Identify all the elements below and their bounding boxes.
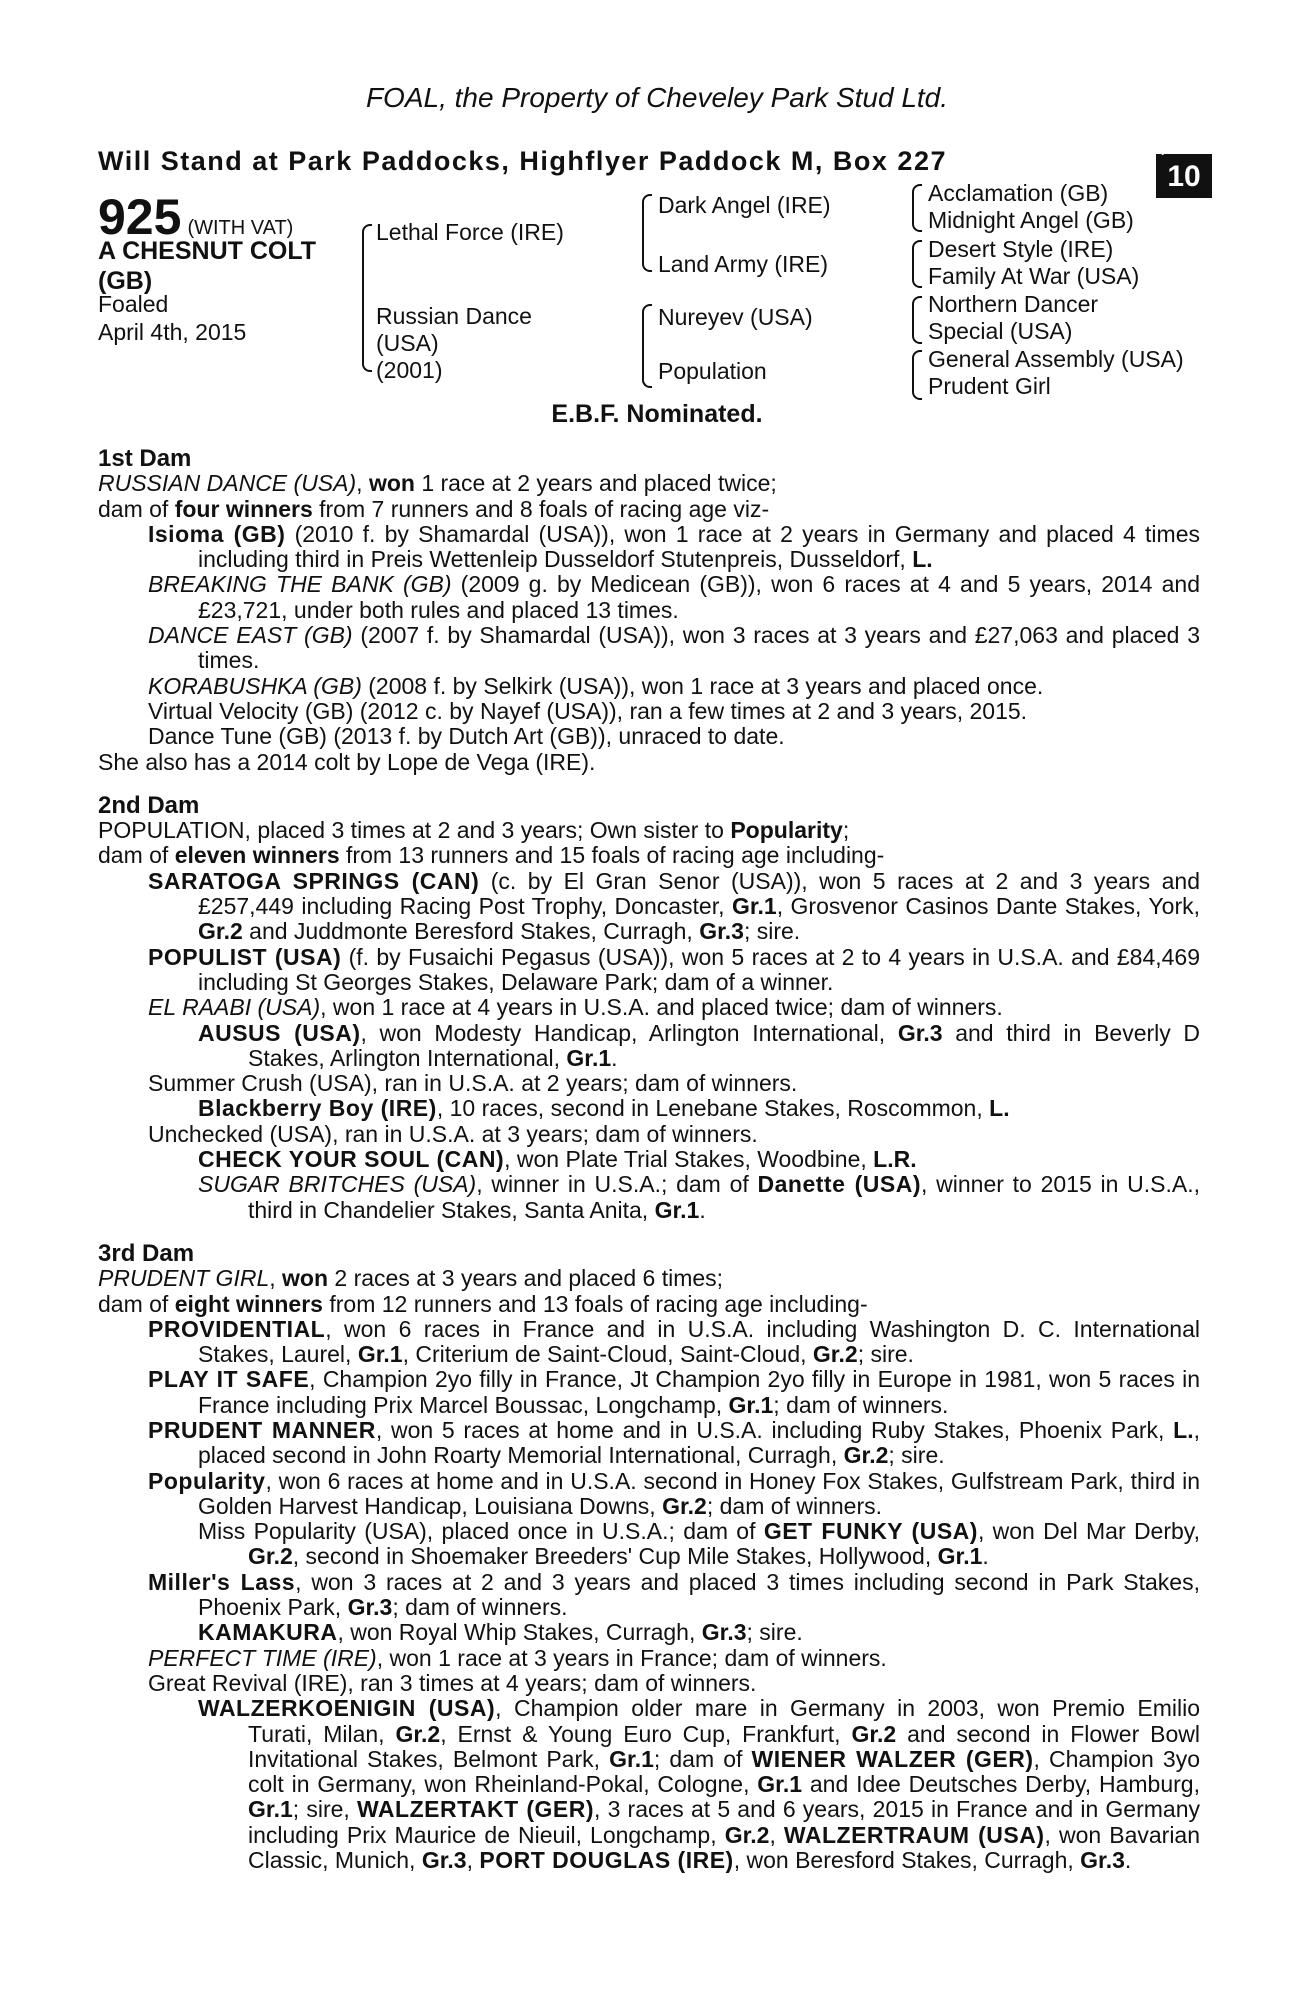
text-run: from 12 runners and 13 foals of racing age including- [322, 1290, 868, 1317]
foaled-date: April 4th, 2015 [98, 319, 247, 345]
text-run: , won Plate Trial Stakes, Woodbine, [504, 1146, 874, 1173]
text-run: Gr.3 [701, 1619, 747, 1646]
text-run: SARATOGA SPRINGS (CAN) [148, 867, 480, 894]
text-run: Gr.1 [728, 1391, 774, 1418]
text-run: Miss Popularity (USA), placed once in U.S.A.; dam of [198, 1518, 764, 1545]
text-run: EL RAABI (USA) [148, 994, 321, 1021]
text-run: , Champion 3yo colt in Germany, won Rheinland-Pokal, Cologne, [248, 1745, 1200, 1798]
brace-sd [912, 240, 922, 288]
brace-ds [912, 296, 922, 344]
text-run: ; sire. [888, 1442, 945, 1469]
produce-entry: Virtual Velocity (GB) (2012 c. by Nayef (USA)), ran a few times at 2 and 3 years, 2015. [148, 697, 1028, 724]
stabling-location: Will Stand at Park Paddocks, Highflyer Paddock M, Box 227 [98, 146, 947, 176]
text-run: KORABUSHKA (GB) [148, 672, 362, 699]
text-run: , winner in U.S.A.; dam of [476, 1171, 758, 1198]
text-run: , won 3 races at 2 and 3 years and placed 3 times including second in Park Stakes, Phoenix Park, [198, 1568, 1200, 1621]
text-run: RUSSIAN DANCE (USA) [98, 470, 357, 497]
produce-entry [98, 1519, 1200, 1570]
text-run: KAMAKURA [198, 1619, 338, 1646]
brace-parents [362, 224, 372, 372]
text-run: POPULATION, placed 3 times at 2 and 3 years; Own sister to [98, 817, 731, 844]
brace-sire [642, 194, 652, 272]
pedigree-ssd: Midnight Angel (GB) [928, 207, 1134, 233]
produce-entry [98, 1418, 1200, 1469]
text-run: DANCE EAST (GB) [148, 622, 353, 649]
text-run: , won 1 race at 3 years in France; dam of winners. [376, 1644, 887, 1671]
produce-entry [98, 1096, 1200, 1121]
text-run: and Idee Deutsches Derby, Hamburg, [802, 1771, 1200, 1798]
text-run: GET FUNKY (USA) [763, 1518, 978, 1545]
text-run: PRUDENT MANNER [148, 1416, 376, 1443]
text-run: , second in Shoemaker Breeders' Cup Mile Stakes, Hollywood, [292, 1543, 938, 1570]
produce-entry [98, 1620, 1200, 1645]
text-run: Gr.1 [731, 893, 777, 920]
first-dam-summary [98, 471, 1200, 496]
text-run: ; dam of [653, 1745, 752, 1772]
consignor-title: FOAL, the Property of Cheveley Park Stud Ltd. [365, 82, 949, 113]
third-dam-produce-summary [98, 1292, 1200, 1317]
text-run: WIENER WALZER (GER) [751, 1745, 1034, 1772]
text-run: ; sire. [743, 918, 801, 945]
text-run: and Juddmonte Beresford Stakes, Curragh, [242, 918, 700, 945]
text-run: Gr.1 [357, 1341, 403, 1368]
text-run: PROVIDENTIAL [148, 1315, 326, 1342]
produce-entry [98, 1469, 1200, 1520]
text-run: PERFECT TIME (IRE) [148, 1644, 377, 1671]
text-run: Gr.2 [843, 1442, 889, 1469]
text-run: , won Royal Whip Stakes, Curragh, [337, 1619, 702, 1646]
pedigree-dam-line1: Russian Dance [376, 303, 532, 329]
pedigree-sire: Lethal Force (IRE) [376, 219, 564, 245]
text-run: L. [989, 1095, 1010, 1122]
text-run: Gr.2 [812, 1341, 858, 1368]
text-run: WALZERTAKT (GER) [356, 1796, 595, 1823]
pedigree-dam-line2: (USA) [376, 330, 439, 356]
text-run: Gr.2 [724, 1821, 770, 1848]
text-run: . [1124, 1847, 1132, 1874]
produce-entry [98, 572, 1200, 623]
text-run: L. [1173, 1416, 1194, 1443]
badge-number: 10 [1167, 160, 1201, 193]
lot-badge [1156, 143, 1212, 198]
text-run: , winner to 2015 in U.S.A., third in Chandelier Stakes, Santa Anita, [248, 1171, 1200, 1223]
produce-entry [98, 674, 1200, 699]
text-run: , won Del Mar Derby, [977, 1518, 1200, 1545]
ebf-nomination: E.B.F. Nominated. [551, 400, 763, 428]
text-run: , [466, 1847, 480, 1874]
text-run: , won 1 race at 4 years in U.S.A. and placed twice; dam of winners. [320, 994, 1003, 1021]
text-run: , Ernst & Young Euro Cup, Frankfurt, [440, 1720, 852, 1747]
pedigree-sire-dam: Land Army (IRE) [658, 251, 828, 277]
text-run: , won 5 races at home and in U.S.A. including Ruby Stakes, Phoenix Park, [375, 1416, 1174, 1443]
text-run: won [368, 470, 415, 497]
brace-ss [912, 184, 922, 232]
text-run: Gr.3 [347, 1594, 393, 1621]
text-run: SUGAR BRITCHES (USA) [198, 1171, 477, 1198]
text-run: Gr.3 [897, 1019, 943, 1046]
second-dam-heading: 2nd Dam [98, 791, 200, 819]
produce-entry [98, 995, 1200, 1020]
text-run: four winners [174, 495, 313, 522]
text-run: Isioma (GB) [148, 520, 286, 547]
text-run: Gr.1 [937, 1543, 983, 1570]
text-run: Gr.1 [566, 1044, 612, 1071]
text-run: dam of [98, 495, 175, 522]
foaled-info [98, 290, 246, 346]
text-run: Gr.3 [699, 918, 744, 945]
text-run: ; [842, 817, 850, 844]
text-run: Blackberry Boy (IRE) [198, 1095, 437, 1122]
text-run: Gr.1 [654, 1196, 700, 1223]
text-run: Gr.3 [1080, 1847, 1125, 1874]
text-run: ; dam of winners. [773, 1391, 949, 1418]
text-run: , [769, 1821, 784, 1848]
text-run: Gr.1 [609, 1745, 654, 1772]
text-run: Gr.2 [248, 1543, 293, 1570]
text-run: , [269, 1265, 283, 1292]
text-run: Popularity [730, 817, 843, 844]
text-run: (f. by Fusaichi Pegasus (USA)), won 5 races at 2 to 4 years in U.S.A. and £84,469 including St Georges Stakes, Delaware Park; dam of a winner. [198, 943, 1201, 995]
third-dam-heading: 3rd Dam [98, 1239, 195, 1267]
text-run: PLAY IT SAFE [148, 1366, 310, 1393]
text-run: eight winners [174, 1290, 323, 1317]
text-run: CHECK YOUR SOUL (CAN) [198, 1146, 505, 1173]
text-run: eleven winners [174, 842, 340, 869]
third-dam-summary [98, 1266, 1200, 1291]
text-run: (2009 g. by Medicean (GB)), won 6 races at 4 and 5 years, 2014 and £23,721, under both rules and placed 13 times. [198, 571, 1201, 623]
text-run: dam of [98, 842, 175, 869]
text-run: from 7 runners and 8 foals of racing age viz- [312, 495, 770, 522]
text-run: , 3 races at 5 and 6 years, 2015 in France and in Germany including Prix Maurice de Nieuil, Longchamp, [248, 1796, 1200, 1848]
pedigree-dam [376, 303, 532, 384]
produce-entry [98, 945, 1200, 996]
text-run: (c. by El Gran Senor (USA)), won 5 races at 2 and 3 years and £257,449 including Racing Post Trophy, Doncaster, [198, 867, 1200, 920]
produce-entry [98, 623, 1200, 674]
text-run: , won 6 races in France and in U.S.A. including Washington D. C. International Stakes, Laurel, [198, 1315, 1200, 1368]
text-run: L. [912, 546, 933, 573]
pedigree-dsd: Special (USA) [928, 318, 1073, 344]
text-run: , Criterium de Saint-Cloud, Saint-Cloud, [402, 1341, 813, 1368]
text-run: , placed second in John Roarty Memorial International, Curragh, [198, 1416, 1200, 1469]
lot-number: 925 [98, 189, 182, 245]
text-run: 1 race at 2 years and placed twice; [414, 470, 777, 497]
text-run: Gr.2 [395, 1720, 441, 1747]
produce-entry: Unchecked (USA), ran in U.S.A. at 3 years; dam of winners. [148, 1120, 758, 1147]
text-run: BREAKING THE BANK (GB) [148, 571, 452, 598]
produce-entry [98, 1570, 1200, 1621]
produce-entry: Great Revival (IRE), ran 3 times at 4 years; dam of winners. [148, 1669, 757, 1696]
text-run: PORT DOUGLAS (IRE) [479, 1847, 734, 1874]
pedigree-dds: General Assembly (USA) [928, 346, 1184, 372]
text-run: , Champion older mare in Germany in 2003, won Premio Emilio Turati, Milan, [248, 1695, 1200, 1747]
text-run: AUSUS (USA) [198, 1019, 361, 1046]
second-dam-produce-summary [98, 843, 1200, 868]
first-dam-heading: 1st Dam [98, 445, 192, 472]
brace-dd [912, 350, 922, 400]
pedigree-sire-sire: Dark Angel (IRE) [658, 192, 831, 218]
text-run: (2007 f. by Shamardal (USA)), won 3 races at 3 years and £27,063 and placed 3 times. [198, 622, 1200, 674]
produce-entry: Summer Crush (USA), ran in U.S.A. at 2 years; dam of winners. [148, 1070, 798, 1097]
text-run: . [982, 1543, 989, 1570]
text-run: Miller's Lass [148, 1568, 296, 1595]
text-run: ; sire. [746, 1619, 803, 1646]
text-run: Gr.3 [421, 1847, 467, 1874]
produce-entry [98, 869, 1200, 945]
text-run: , 10 races, second in Lenebane Stakes, Roscommon, [436, 1095, 990, 1122]
pedigree-ddd: Prudent Girl [928, 373, 1051, 399]
text-run: and second in Flower Bowl Invitational Stakes, Belmont Park, [248, 1720, 1200, 1772]
produce-entry [98, 1696, 1200, 1873]
text-run: won [282, 1265, 329, 1292]
text-run: , [356, 470, 369, 497]
text-run: PRUDENT GIRL [98, 1265, 270, 1292]
produce-entry: Dance Tune (GB) (2013 f. by Dutch Art (GB)), unraced to date. [148, 723, 785, 750]
text-run: ; dam of winners. [706, 1492, 882, 1519]
text-run: L.R. [873, 1146, 917, 1173]
text-run: , Grosvenor Casinos Dante Stakes, York, [776, 893, 1201, 920]
produce-entry [98, 1147, 1200, 1172]
text-run: Gr.2 [662, 1492, 707, 1519]
text-run: ; sire, [292, 1796, 357, 1823]
text-run: ; dam of winners. [392, 1594, 568, 1621]
text-run: WALZERKOENIGIN (USA) [198, 1695, 496, 1722]
produce-entry [98, 1021, 1200, 1072]
pedigree-dam-dam: Population [658, 358, 767, 384]
text-run: . [699, 1196, 706, 1223]
text-run: 2 races at 3 years and placed 6 times; [328, 1265, 724, 1292]
pedigree-dam-sire: Nureyev (USA) [658, 304, 813, 330]
pedigree-sss: Acclamation (GB) [928, 180, 1109, 206]
vat-note: (WITH VAT) [187, 217, 294, 239]
produce-entry [98, 522, 1200, 573]
produce-entry: She also has a 2014 colt by Lope de Vega (IRE). [98, 748, 596, 775]
produce-entry [98, 1646, 1200, 1671]
text-run: from 13 runners and 15 foals of racing age including- [339, 842, 885, 869]
lot-description-line1: A CHESNUT COLT [98, 237, 317, 265]
text-run: Gr.1 [757, 1771, 803, 1798]
text-run: and third in Beverly D Stakes, Arlington International, [248, 1019, 1201, 1071]
produce-record [98, 446, 1200, 1873]
text-run: Gr.1 [248, 1796, 293, 1823]
text-run: (2008 f. by Selkirk (USA)), won 1 race at 3 years and placed once. [361, 672, 1044, 699]
text-run: , won Modesty Handicap, Arlington International, [360, 1019, 898, 1046]
second-dam-summary [98, 818, 1200, 843]
text-run: ; sire. [857, 1341, 914, 1368]
lot-description-line2: (GB) [98, 267, 153, 295]
text-run: , Champion 2yo filly in France, Jt Champion 2yo filly in Europe in 1981, won 5 races in France including Prix Marcel Boussac, Longchamp, [198, 1366, 1201, 1418]
foaled-label: Foaled [98, 291, 169, 317]
text-run: , won Bavarian Classic, Munich, [248, 1821, 1201, 1874]
produce-entry [98, 1317, 1200, 1368]
first-dam-produce-summary [98, 497, 1200, 522]
text-run: WALZERTRAUM (USA) [783, 1821, 1045, 1848]
text-run: Gr.2 [851, 1720, 897, 1747]
text-run: , won 6 races at home and in U.S.A. second in Honey Fox Stakes, Gulfstream Park, third in Golden Harvest Handicap, Louisiana Downs, [198, 1467, 1200, 1519]
produce-entry [98, 1172, 1200, 1223]
pedigree-sdd: Family At War (USA) [928, 263, 1140, 289]
text-run: (2010 f. by Shamardal (USA)), won 1 race at 2 years in Germany and placed 4 times including third in Preis Wettenleip Dusseldorf Stutenpreis, Dusseldorf, [198, 520, 1200, 573]
text-run: Danette (USA) [757, 1171, 921, 1198]
text-run: Popularity [148, 1467, 266, 1494]
text-run: POPULIST (USA) [148, 943, 342, 970]
pedigree-sds: Desert Style (IRE) [928, 236, 1114, 262]
pedigree-dam-line3: (2001) [376, 357, 443, 383]
badge-plus: + [1158, 143, 1168, 160]
produce-entry [98, 1367, 1200, 1418]
lot-description [98, 236, 316, 296]
pedigree-dss: Northern Dancer [928, 291, 1099, 317]
text-run: Gr.2 [198, 918, 243, 945]
text-run: dam of [98, 1290, 175, 1317]
brace-dam [642, 304, 652, 388]
text-run: . [611, 1044, 618, 1071]
text-run: , won Beresford Stakes, Curragh, [733, 1847, 1081, 1874]
